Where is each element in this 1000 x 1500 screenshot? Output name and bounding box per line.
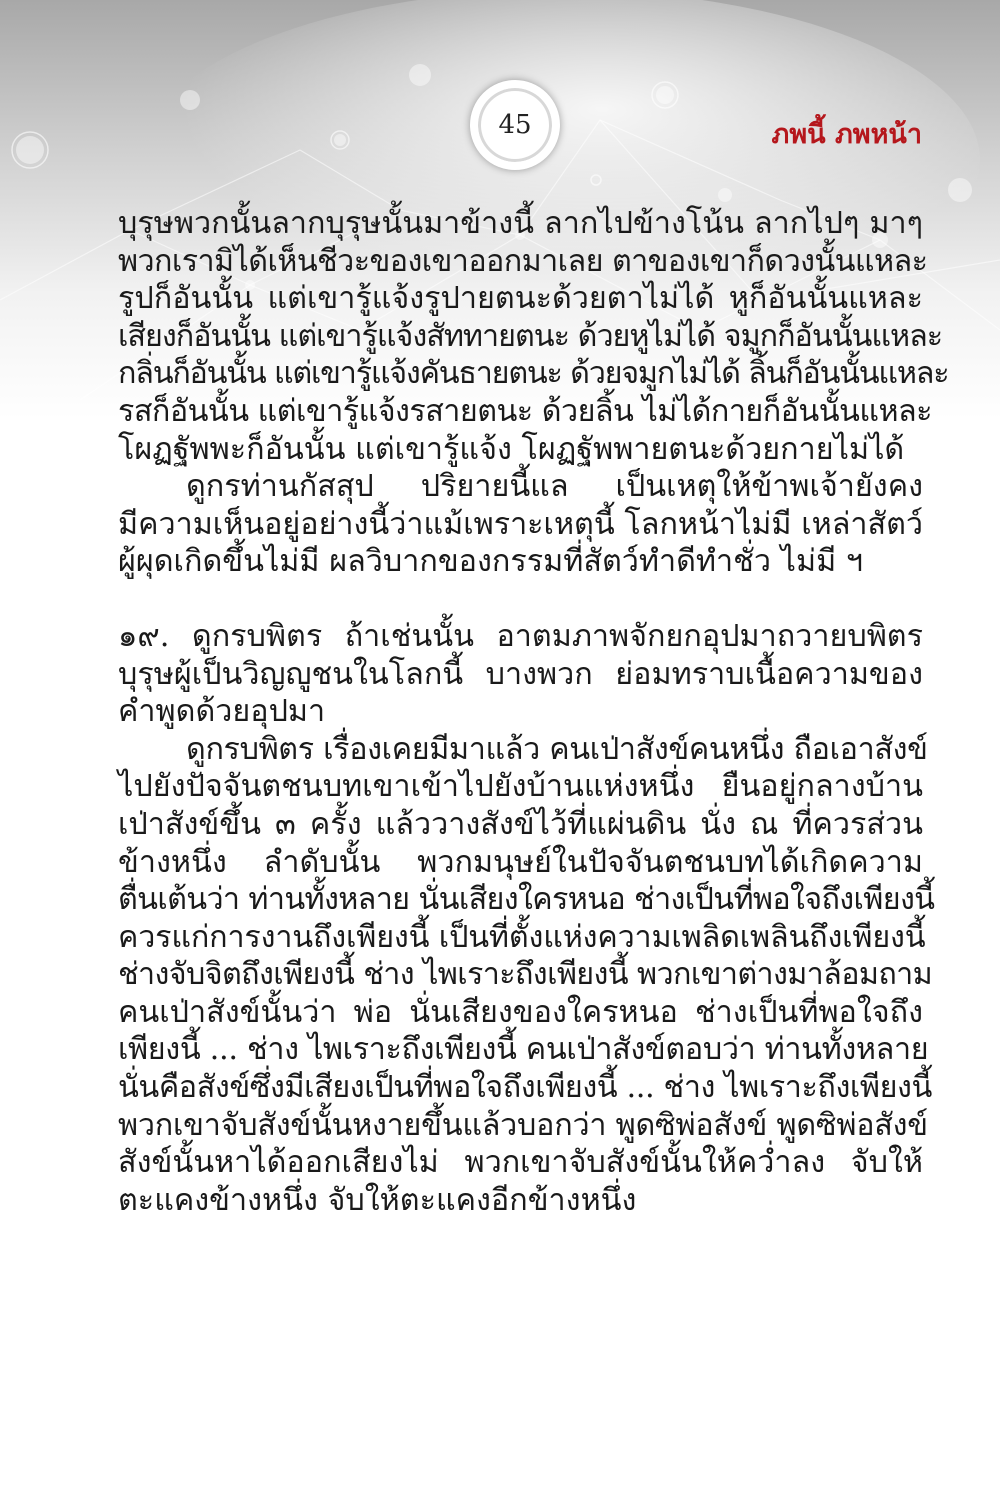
running-title: ภพนี้ ภพหน้า	[771, 119, 922, 150]
page-number-badge	[470, 80, 560, 170]
text-line: นั่นคือสังข์ซึ่งมีเสียงเป็นที่พอใจถึงเพียงนี้ ... ช่าง ไพเราะถึงเพียงนี้	[118, 1070, 932, 1106]
text-line: ผู้ผุดเกิดขึ้นไม่มี ผลวิบากของกรรมที่สัตว์ทำดีทำชั่ว ไม่มี ฯ	[118, 544, 864, 580]
text-line: พวกเขาจับสังข์นั้นหงายขึ้นแล้วบอกว่า พูดซิพ่อสังข์ พูดซิพ่อสังข์	[118, 1107, 928, 1143]
text-line: ดูกรท่านกัสสุป ปริยายนี้แล เป็นเหตุให้ข้าพเจ้ายังคง	[186, 469, 923, 505]
text-line: พวกเรามิได้เห็นชีวะของเขาออกมาเลย ตาของเขาก็ดวงนั้นแหละ	[118, 243, 928, 279]
body-text	[118, 205, 949, 1219]
paragraph	[118, 468, 923, 581]
page-number: 45	[498, 110, 532, 140]
text-line: เสียงก็อันนั้น แต่เขารู้แจ้งสัททายตนะ ด้วยหูไม่ได้ จมูกก็อันนั้นแหละ	[118, 318, 943, 354]
text-line: บุรุษผู้เป็นวิญญูชนในโลกนี้ บางพวก ย่อมทราบเนื้อความของ	[118, 656, 923, 692]
text-line: เป่าสังข์ขึ้น ๓ ครั้ง แล้ววางสังข์ไว้ที่แผ่นดิน นั่ง ณ ที่ควรส่วน	[118, 806, 923, 842]
paragraph	[118, 205, 949, 468]
paragraph	[118, 618, 923, 731]
text-line: ๑๙. ดูกรบพิตร ถ้าเช่นนั้น อาตมภาพจักยกอุปมาถวายบพิตร	[118, 618, 923, 654]
text-line: ตื่นเต้นว่า ท่านทั้งหลาย นั่นเสียงใครหนอ ช่างเป็นที่พอใจถึงเพียงนี้	[118, 882, 935, 918]
text-line: บุรุษพวกนั้นลากบุรุษนั้นมาข้างนี้ ลากไปข้างโน้น ลากไปๆ มาๆ	[118, 206, 923, 241]
page-header	[0, 0, 1000, 200]
text-line: รูปก็อันนั้น แต่เขารู้แจ้งรูปายตนะด้วยตาไม่ได้ หูก็อันนั้นแหละ	[118, 281, 923, 317]
text-line: คนเป่าสังข์นั้นว่า พ่อ นั่นเสียงของใครหนอ ช่างเป็นที่พอใจถึง	[118, 994, 923, 1030]
text-line: ไปยังปัจจันตชนบทเขาเข้าไปยังบ้านแห่งหนึ่ง ยืนอยู่กลางบ้าน	[118, 769, 923, 805]
text-line: รสก็อันนั้น แต่เขารู้แจ้งรสายตนะ ด้วยลิ้น ไม่ได้กายก็อันนั้นแหละ	[118, 393, 932, 429]
text-line: เพียงนี้ ... ช่าง ไพเราะถึงเพียงนี้ คนเป่าสังข์ตอบว่า ท่านทั้งหลาย	[118, 1032, 929, 1068]
paragraph	[118, 731, 935, 1220]
text-line: กลิ่นก็อันนั้น แต่เขารู้แจ้งคันธายตนะ ด้วยจมูกไม่ได้ ลิ้นก็อันนั้นแหละ	[118, 356, 949, 392]
text-line: มีความเห็นอยู่อย่างนี้ว่าแม้เพราะเหตุนี้ โลกหน้าไม่มี เหล่าสัตว์	[118, 506, 923, 542]
text-line: โผฏฐัพพะก็อันนั้น แต่เขารู้แจ้ง โผฏฐัพพายตนะด้วยกายไม่ได้	[118, 431, 905, 467]
text-line: คำพูดด้วยอุปมา	[118, 694, 326, 730]
text-line: สังข์นั้นหาได้ออกเสียงไม่ พวกเขาจับสังข์นั้นให้คว่ำลง จับให้	[118, 1145, 923, 1181]
text-line: ควรแก่การงานถึงเพียงนี้ เป็นที่ตั้งแห่งความเพลิดเพลินถึงเพียงนี้	[118, 919, 926, 955]
text-line: ช่างจับจิตถึงเพียงนี้ ช่าง ไพเราะถึงเพียงนี้ พวกเขาต่างมาล้อมถาม	[118, 957, 933, 993]
text-line: ตะแคงข้างหนึ่ง จับให้ตะแคงอีกข้างหนึ่ง	[118, 1182, 637, 1218]
text-line: ดูกรบพิตร เรื่องเคยมีมาแล้ว คนเป่าสังข์คนหนึ่ง ถือเอาสังข์	[186, 731, 928, 767]
paragraph-spacer	[118, 581, 923, 618]
text-line: ข้างหนึ่ง ลำดับนั้น พวกมนุษย์ในปัจจันตชนบทได้เกิดความ	[118, 844, 923, 880]
